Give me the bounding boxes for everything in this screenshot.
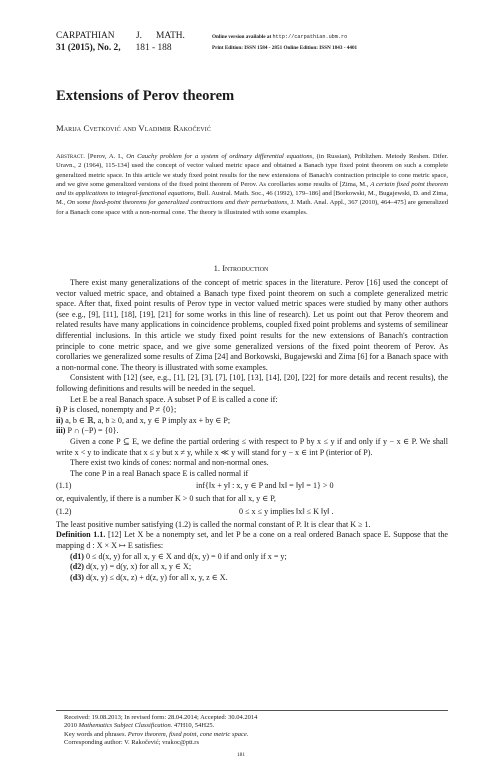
paragraph: Given a cone P ⊆ E, we define the partial ordering ≤ with respect to P by x ≤ y if and only if y − x ∈ P. We shall write x < y to indicate that x ≤ y but x ≠ y, while x ≪ y will stand for y − x ∈ int P (interior of P). xyxy=(56,436,448,457)
paragraph: The least positive number satisfying (1.2) is called the normal constant of P. It is clear that K ≥ 1. xyxy=(56,519,371,529)
abstract: Abstract. [Perov, A. I., On Cauchy problem for a system of ordinary differential equations, (in Russian), Priblizhen. Metody Reshen. Difer. Uravn., 2 (1964), 115-134] used the concept of vector valued metric space and obtained a Banach type fixed point theorem on such a complete generalized metric space. In this article we study fixed point results for the new extensions of Banach's contraction principle to cone metric space, and we give some generalized versions of the fixed point theorem of Perov. As corollaries some results of [Zima, M., A certain fixed point theorem and its applications to integral-functional equations, Bull. Austral. Math. Soc., 46 (1992), 179–186] and [Borkowski, M., Bugajewski, D. and Zima, M., On some fixed-point theorems for generalized contractions and their perturbations, J. Math. Anal. Appl., 367 (2010), 464–475] are generalized for a Banach cone space with a non-normal cone. The theory is illustrated with some examples. xyxy=(56,153,449,216)
metric-axiom: (d1) 0 ≤ d(x, y) for all x, y ∈ X and d(x, y) = 0 if and only if x = y; xyxy=(70,551,287,561)
journal-url[interactable]: http://carpathian.ubm.ro xyxy=(272,34,348,40)
footnote xyxy=(56,710,448,747)
journal-citation: CARPATHIAN J. MATH. 31 (2015), No. 2, 181 - 188 xyxy=(56,31,185,53)
equation-expression: inf{‖x + y‖ : x, y ∈ P and ‖x‖ = ‖y‖ = 1} > 0 xyxy=(196,481,334,491)
paragraph: Let E be a real Banach space. A subset P of E is called a cone if: xyxy=(70,394,278,404)
cone-condition: i) P is closed, nonempty and P ≠ {0}; xyxy=(56,405,177,415)
received-dates: Received: 19.08.2013; In revised form: 28.04.2014; Accepted: 30.04.2014 xyxy=(64,714,258,721)
equation-1-1 xyxy=(56,479,448,494)
body-text xyxy=(56,278,448,583)
corresponding-author: Corresponding author: V. Rakočević; vrakoc@ptt.rs xyxy=(64,738,199,746)
definition: Definition 1.1. [12] Let X be a nonempty set, and let P be a cone on a real ordered Banach space E. Suppose that the mapping d : X × X ↦ E satisfies: xyxy=(56,530,448,551)
paragraph: Consistent with [12] (see, e.g., [1], [2], [3], [7], [10], [13], [14], [20], [22] for more details and recent results), the following definitions and results will be needed in the sequel. xyxy=(56,373,448,393)
paragraph: The cone P in a real Banach space E is called normal if xyxy=(70,468,249,478)
paragraph: There exist two kinds of cones: normal and non-normal ones. xyxy=(70,458,269,468)
paper-title: Extensions of Perov theorem xyxy=(56,88,235,104)
equation-number: (1.2) xyxy=(56,507,72,517)
metric-axiom: (d3) d(x, y) ≤ d(x, z) + d(z, y) for all x, y, z ∈ X. xyxy=(70,572,228,582)
paragraph: or, equivalently, if there is a number K > 0 such that for all x, y ∈ P, xyxy=(56,494,276,504)
equation-expression: 0 ≤ x ≤ y implies ‖x‖ ≤ K ‖y‖ . xyxy=(239,507,334,517)
equation-number: (1.1) xyxy=(56,481,72,491)
journal-header xyxy=(56,30,428,56)
cone-condition: ii) a, b ∈ ℝ, a, b ≥ 0, and x, y ∈ P imply ax + by ∈ P; xyxy=(56,415,231,425)
paragraph: There exist many generalizations of the concept of metric spaces in the literature. Perov [16] used the concept of vector valued metric space, and obtained a Banach type fixed point theorem on such a complete generalized metric space. After that, fixed point results of Perov type in vector valued metric spaces were studied by many other authors (see e.g., [9], [11], [18], [19], [21] for some works in this line of research). Let us point out that Perov theorem and related results have many applications in coincidence problems, coupled fixed point problems and systems of semilinear differential inclusions. In this article we study fixed point results for the new extensions of Banach's contraction principle to cone metric space, and we give some generalized versions of the fixed point theorem of Perov. As corollaries we generalized some results of Zima [24] and Borkowski, Bugajewski and Zima [6] for a Banach space with a non-normal cone. The theory is illustrated with some examples. xyxy=(56,278,448,372)
definition-title: Definition 1.1. xyxy=(56,530,106,540)
equation-1-2 xyxy=(56,505,448,520)
issn-line: Print Edition: ISSN 1584 - 2851 Online Edition: ISSN 1843 - 4401 xyxy=(212,45,358,51)
keywords: Key words and phrases. Perov theorem, fixed point, cone metric space. xyxy=(64,730,249,738)
cone-condition: iii) P ∩ (−P) = {0}. xyxy=(56,426,119,436)
msc-classification: 2010 Mathematics Subject Classification. 47H10, 54H25. xyxy=(64,722,215,730)
page-number: 181 xyxy=(236,752,246,758)
edition-info: Online version available at http://carpathian.ubm.ro Print Edition: ISSN 1584 - 2851 Online Edition: ISSN 1843 - 4401 xyxy=(212,32,357,54)
volume-issue: 31 (2015), No. 2, xyxy=(56,43,121,53)
abstract-label: Abstract. xyxy=(56,153,85,160)
authors: Marija Cvetković and Vladimir Rakočević xyxy=(56,123,211,133)
journal-name: CARPATHIAN xyxy=(56,31,115,41)
page-range: 181 - 188 xyxy=(135,43,172,53)
metric-axiom: (d2) d(x, y) = d(y, x) for all x, y ∈ X; xyxy=(70,562,192,572)
section-heading: 1. Introduction xyxy=(213,263,269,273)
